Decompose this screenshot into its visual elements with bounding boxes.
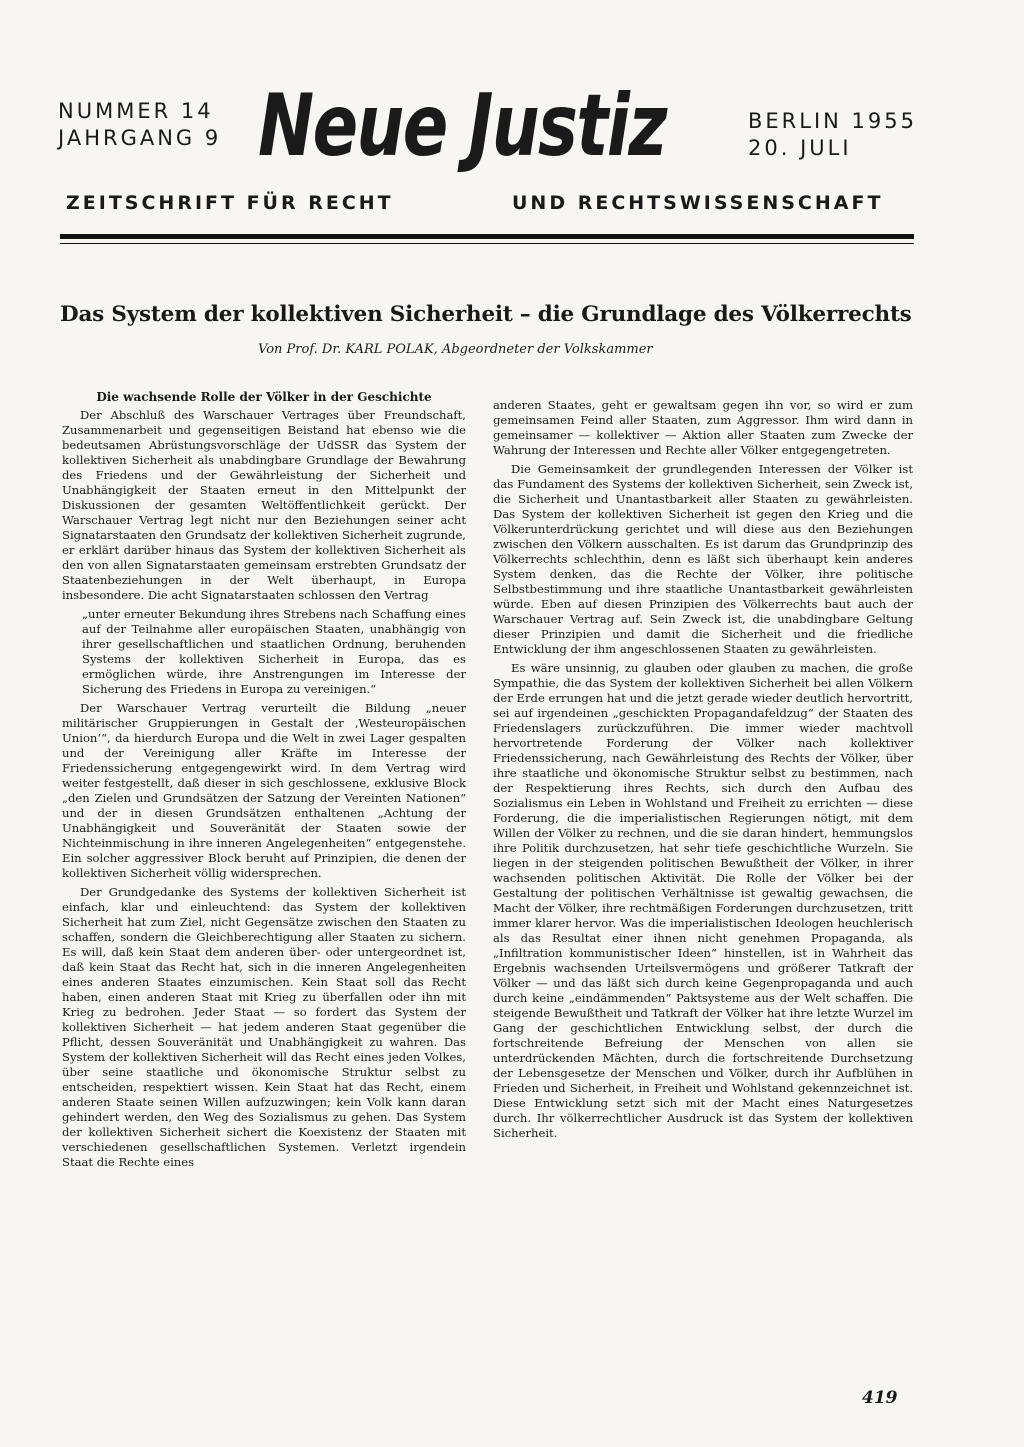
issue-info (58, 98, 221, 152)
issue-date: 20. JULI (748, 136, 852, 160)
masthead-rule (60, 234, 914, 239)
subtitle-left: ZEITSCHRIFT FÜR RECHT (66, 192, 394, 214)
section-heading: Die wachsende Rolle der Völker in der Geschichte (96, 390, 432, 404)
volume-number: JAHRGANG 9 (58, 126, 222, 150)
masthead-rule-thin (60, 243, 914, 244)
paragraph: Der Warschauer Vertrag verurteilt die Bildung „neuer militärischer Gruppierungen in Gestalt der ‚Westeuropäischen Union‘“, da hierdurch Europa und die Welt in zwei Lager gespalten und der Vereinigung aller Kräfte im Interesse der Friedenssicherung entgegengewirkt wird. In dem Vertrag wird weiter festgestellt, daß dieser in sich geschlossene, exklusive Block „den Zielen und Grundsätzen der Satzung der Vereinten Nationen“ und der in diesen Grundsätzen enthaltenen „Achtung der Unabhängigkeit und Souveränität der Staaten sowie der Nichteinmischung in ihre inneren Angelegenheiten“ entgegenstehe. Ein solcher aggressiver Block beruht auf Prinzipien, die denen der kollektiven Sicherheit völlig widersprechen. (62, 701, 466, 880)
text-column-left (62, 390, 466, 1174)
article-title: Das System der kollektiven Sicherheit – die Grundlage des Völkerrechts (60, 302, 912, 327)
page-number: 419 (862, 1388, 898, 1408)
subtitle-right: UND RECHTSWISSENSCHAFT (512, 192, 884, 214)
text-column-right (493, 398, 913, 1145)
treaty-quote: „unter erneuter Bekundung ihres Strebens nach Schaffung eines auf der Teilnahme aller europäischen Staaten, unabhängig von ihrer gesellschaftlichen und staatlichen Ordnung, beruhenden Systems der kollektiven Sicherheit in Europa, das es ermöglichen würde, ihre Anstrengungen im Interesse der Sicherung des Friedens in Europa zu vereinigen.“ (82, 607, 466, 696)
date-info (748, 108, 917, 162)
issue-number: NUMMER 14 (58, 99, 214, 123)
place-year: BERLIN 1955 (748, 109, 917, 133)
article-byline: Von Prof. Dr. KARL POLAK, Abgeordneter der Volkskammer (258, 342, 653, 357)
paragraph: anderen Staates, geht er gewaltsam gegen ihn vor, so wird er zum gemeinsamen Feind aller Staaten, zum Aggressor. Ihm wird dann in gemeinsamer — kollektiver — Aktion aller Staaten zum Zwecke der Wahrung der Interessen und Rechte aller Völker entgegengetreten. (493, 398, 913, 457)
paragraph: Es wäre unsinnig, zu glauben oder glauben zu machen, die große Sympathie, die das System der kollektiven Sicherheit bei allen Völkern der Erde errungen hat und die jetzt gerade wieder deutlich hervortritt, sei auf irgendeinen „geschickten Propagandafeldzug“ der Staaten des Friedenslagers zurückzuführen. Die immer wieder machtvoll hervortretende Forderung der Völker nach kollektiver Friedenssicherung, nach Gewährleistung des Rechts der Völker, über ihre staatliche und ökonomische Struktur selbst zu bestimmen, nach der Respektierung ihres Rechts, sich durch den Aufbau des Sozialismus ein Leben in Wohlstand und Freiheit zu errichten — diese Forderung, die die imperialistischen Regierungen nötigt, mit dem Willen der Völker zu rechnen, und die sie daran hindert, hemmungslos ihre Politik durchzusetzen, hat sehr tiefe geschichtliche Wurzeln. Sie liegen in der steigenden politischen Bewußtheit der Völker, in ihrer wachsenden politischen Aktivität. Die Rolle der Völker bei der Gestaltung der politischen Verhältnisse ist gewaltig gewachsen, die Macht der Völker, ihre rechtmäßigen Forderungen durchzusetzen, tritt immer klarer hervor. Was die imperialistischen Ideologen heuchlerisch als das Resultat einer ihnen nicht genehmen Propaganda, als „Infiltration kommunistischer Ideen“ hinstellen, ist in Wahrheit das Ergebnis wachsenden Urteilsvermögens und größerer Tatkraft der Völker — und das läßt sich durch keine Gegenpropaganda und auch durch keine „eindämmenden“ Paktsysteme aus der Welt schaffen. Die steigende Bewußtheit und Tatkraft der Völker hat ihre letzte Wurzel im Gang der geschichtlichen Entwicklung selbst, der durch die fortschreitende Befreiung der Menschen von allen sie unterdrückenden Mächten, durch die fortschreitende Durchsetzung der Lebensgesetze der Menschen und Völker, durch ihr Aufblühen in Frieden und Sicherheit, in Freiheit und Wohlstand gekennzeichnet ist. Diese Entwicklung setzt sich mit der Macht eines Naturgesetzes durch. Ihr völkerrechtlicher Ausdruck ist das System der kollektiven Sicherheit. (493, 661, 913, 1140)
journal-title: Neue Justiz (258, 76, 666, 176)
paragraph: Der Abschluß des Warschauer Vertrages über Freundschaft, Zusammenarbeit und gegenseitigen Beistand hat ebenso wie die bedeutsamen Abrüstungsvorschläge der UdSSR das System der kollektiven Sicherheit als unabdingbare Grundlage der Bewahrung des Friedens und der Gewährleistung der Sicherheit und Unabhängigkeit der Staaten erneut in den Mittelpunkt der Diskussionen der gesamten Weltöffentlichkeit gerückt. Der Warschauer Vertrag legt nicht nur den Beziehungen seiner acht Signatarstaaten den Grundsatz der kollektiven Sicherheit zugrunde, er erklärt darüber hinaus das System der kollektiven Sicherheit als den von allen Signatarstaaten gemeinsam erstrebten Grundsatz der Staatenbeziehungen in der Welt überhaupt, in Europa insbesondere. Die acht Signatarstaaten schlossen den Vertrag (62, 408, 466, 602)
paragraph: Die Gemeinsamkeit der grundlegenden Interessen der Völker ist das Fundament des Systems der kollektiven Sicherheit, sein Zweck ist, die Sicherheit und Unantastbarkeit aller Staaten zu gewährleisten. Das System der kollektiven Sicherheit ist gegen den Krieg und die Völkerunterdrückung gerichtet und will diese aus den Beziehungen zwischen den Völkern ausschalten. Es ist darum das Grundprinzip des Völkerrechts schlechthin, denn es läßt sich überhaupt kein anderes System denken, das die Rechte der Völker, ihre politische Selbstbestimmung und ihre staatliche Unantastbarkeit gewährleisten würde. Eben auf diesen Prinzipien des Völkerrechts baut auch der Warschauer Vertrag auf. Sein Zweck ist, die unabdingbare Geltung dieser Prinzipien und damit die Sicherheit und die friedliche Entwicklung der ihm angeschlossenen Staaten zu gewährleisten. (493, 462, 913, 656)
paragraph: Der Grundgedanke des Systems der kollektiven Sicherheit ist einfach, klar und einleuchtend: das System der kollektiven Sicherheit hat zum Ziel, nicht Gegensätze zwischen den Staaten zu schaffen, sondern die Gleichberechtigung aller Staaten zu sichern. Es will, daß kein Staat dem anderen über- oder untergeordnet ist, daß kein Staat das Recht hat, sich in die inneren Angelegenheiten eines anderen Staates einzumischen. Kein Staat soll das Recht haben, einen anderen Staat mit Krieg zu überfallen oder ihn mit Krieg zu bedrohen. Jeder Staat — so fordert das System der kollektiven Sicherheit — hat jedem anderen Staat gegenüber die Pflicht, dessen Souveränität und Unabhängigkeit zu wahren. Das System der kollektiven Sicherheit will das Recht eines jeden Volkes, über seine staatliche und ökonomische Struktur selbst zu entscheiden, respektiert wissen. Kein Staat hat das Recht, einem anderen Staate seinen Willen aufzuzwingen; kein Volk kann daran gehindert werden, den Weg des Sozialismus zu gehen. Das System der kollektiven Sicherheit sichert die Koexistenz der Staaten mit verschiedenen gesellschaftlichen Systemen. Verletzt irgendein Staat die Rechte eines (62, 885, 466, 1169)
